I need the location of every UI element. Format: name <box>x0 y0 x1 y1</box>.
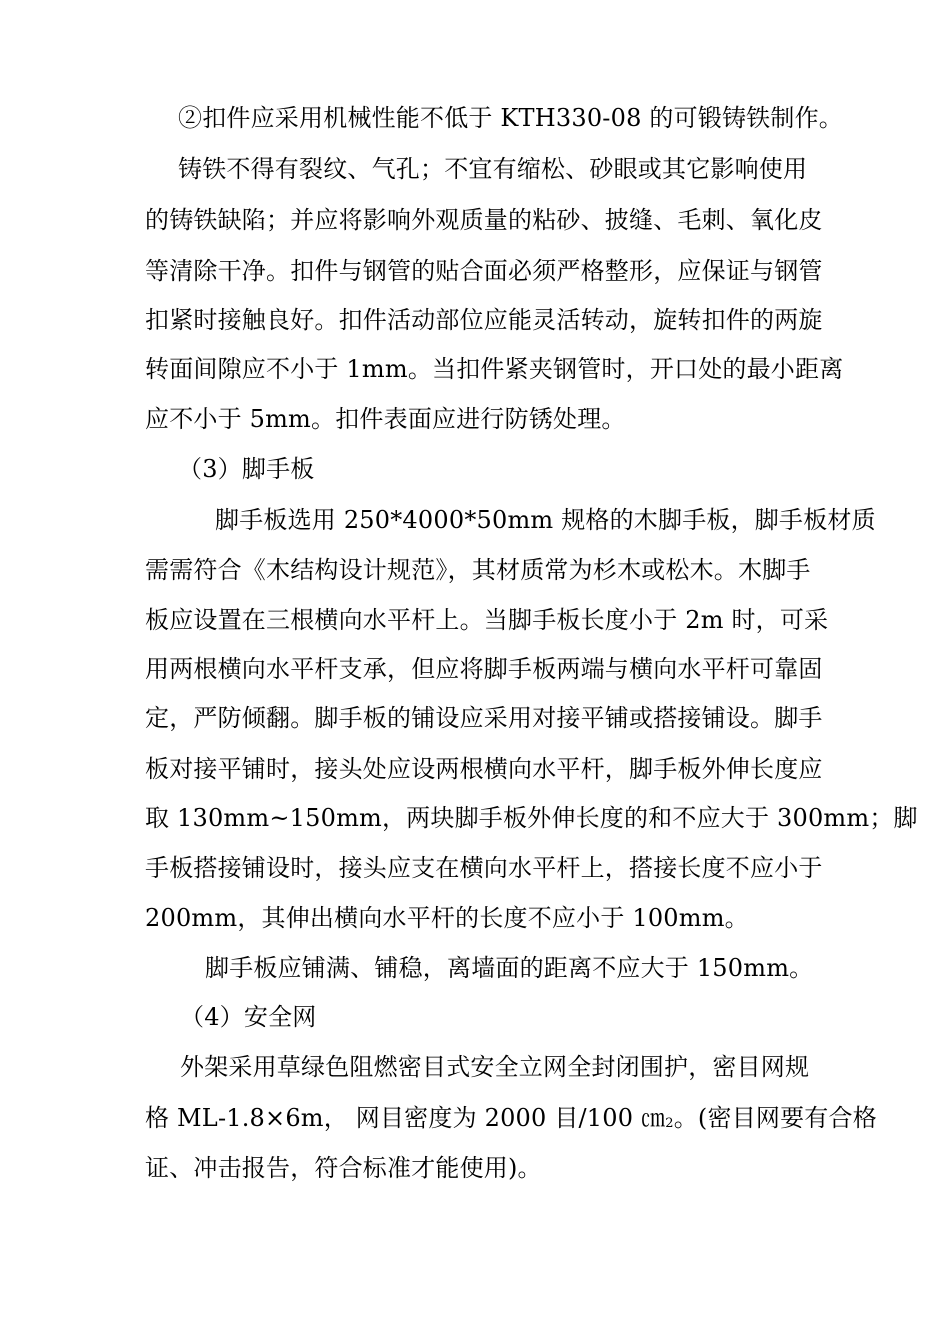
paragraph-board-line-9: 200mm，其伸出横向水平杆的长度不应小于 100mm。 <box>145 904 749 932</box>
paragraph-fastener-line-6: 转面间隙应不小于 1mm。当扣件紧夹钢管时，开口处的最小距离 <box>145 355 844 383</box>
paragraph-board-line-5: 定，严防倾翻。脚手板的铺设应采用对接平铺或搭接铺设。脚手 <box>145 704 823 732</box>
paragraph-fastener-line-4: 等清除干净。扣件与钢管的贴合面必须严格整形，应保证与钢管 <box>145 257 823 285</box>
paragraph-board-line-6: 板对接平铺时，接头处应设两根横向水平杆，脚手板外伸长度应 <box>145 755 823 783</box>
paragraph-board-line-4: 用两根横向水平杆支承，但应将脚手板两端与横向水平杆可靠固 <box>145 655 823 683</box>
paragraph-board-line-3: 板应设置在三根横向水平杆上。当脚手板长度小于 2m 时，可采 <box>145 606 829 634</box>
paragraph-board-line-1: 脚手板选用 250*4000*50mm 规格的木脚手板，脚手板材质 <box>215 506 876 534</box>
paragraph-fastener-line-3: 的铸铁缺陷；并应将影响外观质量的粘砂、披缝、毛刺、氧化皮 <box>145 206 823 234</box>
paragraph-net-line-2 <box>145 1103 877 1133</box>
paragraph-fastener-line-5: 扣紧时接触良好。扣件活动部位应能灵活转动，旋转扣件的两旋 <box>145 306 823 334</box>
section-heading-scaffold-board: （3）脚手板 <box>178 455 315 483</box>
superscript-square: 2 <box>665 1116 674 1131</box>
paragraph-net-line-1: 外架采用草绿色阻燃密目式安全立网全封闭围护，密目网规 <box>180 1053 810 1081</box>
paragraph-fastener-line-2: 铸铁不得有裂纹、气孔；不宜有缩松、砂眼或其它影响使用 <box>178 155 808 183</box>
paragraph-net-line-2-tail: 。(密目网要有合格 <box>673 1104 877 1132</box>
paragraph-board-line-7: 取 130mm~150mm，两块脚手板外伸长度的和不应大于 300mm；脚 <box>145 804 918 832</box>
paragraph-board-line-8: 手板搭接铺设时，接头应支在横向水平杆上，搭接长度不应小于 <box>145 854 823 882</box>
paragraph-board-line-2: 需需符合《木结构设计规范》，其材质常为杉木或松木。木脚手 <box>145 556 811 584</box>
paragraph-fastener-line-7: 应不小于 5mm。扣件表面应进行防锈处理。 <box>145 405 626 433</box>
paragraph-net-line-3: 证、冲击报告，符合标准才能使用)。 <box>145 1154 542 1182</box>
paragraph-board-spacing: 脚手板应铺满、铺稳，离墙面的距离不应大于 150mm。 <box>205 954 814 982</box>
section-heading-safety-net: （4）安全网 <box>180 1003 317 1031</box>
paragraph-fastener-line-1: ②扣件应采用机械性能不低于 KTH330-08 的可锻铸铁制作。 <box>178 104 843 132</box>
paragraph-net-line-2-text: 格 ML-1.8×6m， 网目密度为 2000 目/100 ㎝ <box>145 1104 666 1132</box>
